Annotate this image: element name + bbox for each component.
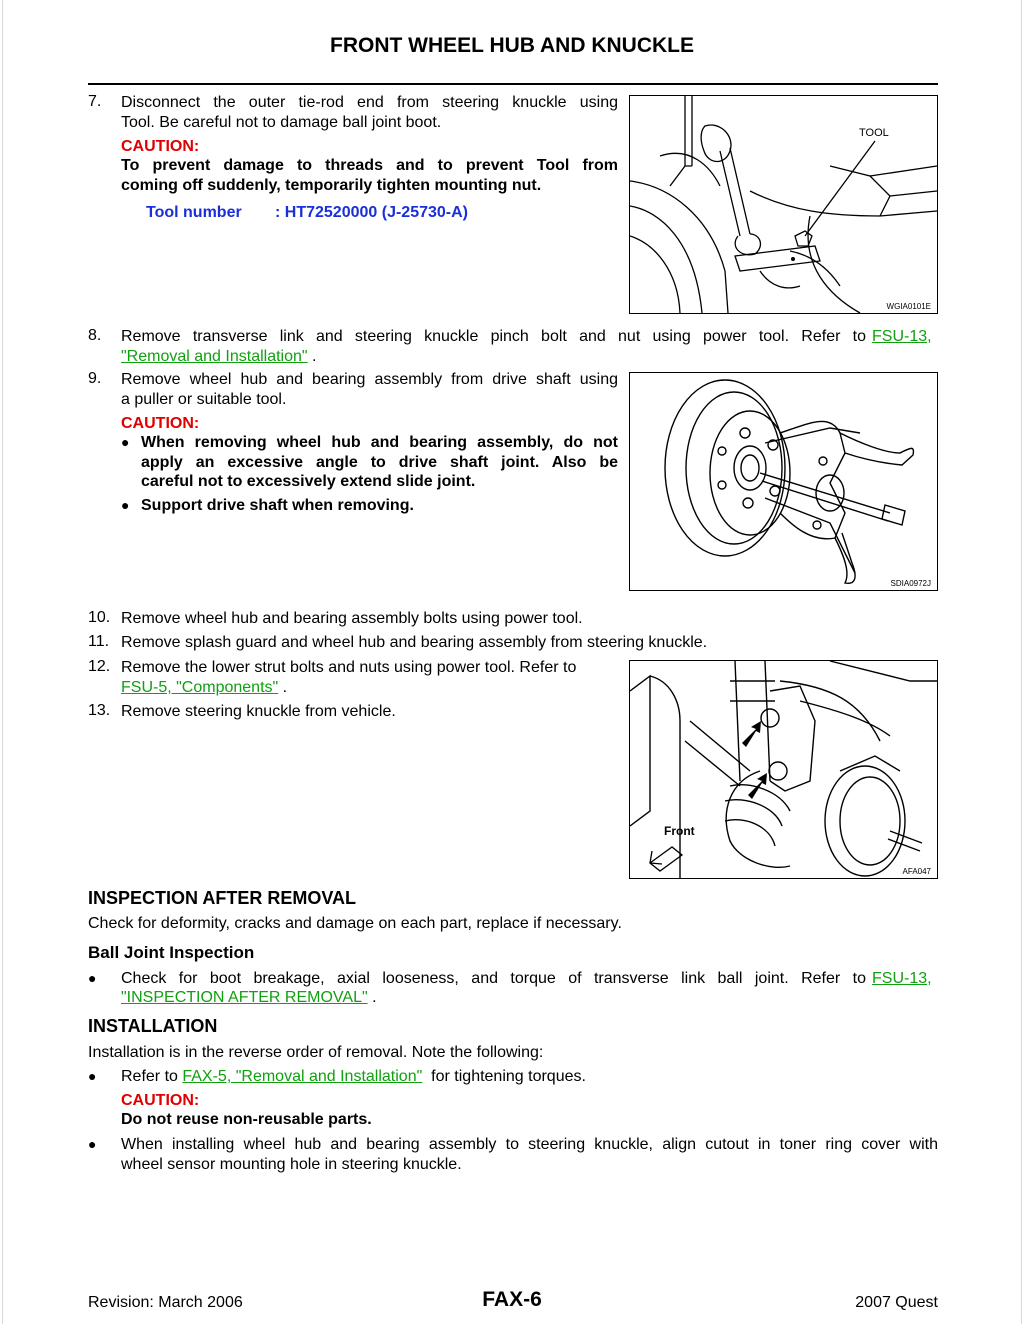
- upper-bolt: [761, 709, 779, 727]
- fig1-id: WGIA0101E: [886, 302, 931, 311]
- step-9-b1-line2: apply an excessive angle to drive shaft joint. Also be: [141, 454, 618, 471]
- fsu13-removal-link[interactable]: "Removal and Installation": [121, 348, 308, 365]
- inspection-bullet-line1: Check for boot breakage, axial looseness, and torque of transverse link ball joint. Refer to: [121, 970, 866, 987]
- step-12-number: 12.: [88, 658, 111, 675]
- installation-b1: [121, 1067, 586, 1087]
- step-9-number: 9.: [88, 370, 102, 387]
- fax5-removal-link[interactable]: FAX-5, "Removal and Installation": [182, 1068, 423, 1085]
- installation-text: Installation is in the reverse order of removal. Note the following:: [88, 1044, 544, 1061]
- figure-tie-rod-tool: [629, 95, 938, 314]
- installation-b2-line1: When installing wheel hub and bearing assembly to steering knuckle, align cutout in toner ring cover with: [121, 1136, 938, 1153]
- step-9-caution-label: CAUTION:: [121, 415, 200, 432]
- figure-strut-bolts: [629, 660, 938, 879]
- installation-bullet-2: ●: [88, 1136, 97, 1152]
- front-direction-arrow: [650, 847, 682, 871]
- step-7-caution-label: CAUTION:: [121, 138, 200, 155]
- step-7-line1: Disconnect the outer tie-rod end from steering knuckle using: [121, 94, 618, 111]
- tool-number-value: : HT72520000 (J-25730-A): [275, 204, 468, 221]
- footer-page-number: FAX-6: [482, 1288, 542, 1311]
- page-edge-right: [1021, 0, 1022, 1324]
- fig3-front-label: Front: [664, 824, 695, 838]
- strut-bolts-illustration: [630, 661, 937, 878]
- step-8-tail: .: [307, 348, 317, 365]
- page-edge-left: [2, 0, 3, 1324]
- step-11-text: Remove splash guard and wheel hub and bearing assembly from steering knuckle.: [121, 634, 708, 651]
- step-8-number: 8.: [88, 327, 102, 344]
- step-9-b2: Support drive shaft when removing.: [141, 497, 414, 514]
- step-8-line2: [121, 347, 316, 367]
- fsu13-inspection-link-part1[interactable]: FSU-13,: [872, 970, 932, 987]
- fsu5-components-link[interactable]: FSU-5, "Components": [121, 679, 279, 696]
- tool-pivot: [791, 257, 795, 261]
- tool-number-label: Tool number: [146, 204, 242, 221]
- upper-bolt-arrow: [742, 721, 761, 747]
- inspection-bullet-line2: [121, 988, 377, 1008]
- step-10-number: 10.: [88, 609, 111, 626]
- inspection-tail: .: [367, 989, 377, 1006]
- step-7-number: 7.: [88, 93, 102, 110]
- step-12-line1: Remove the lower strut bolts and nuts using power tool. Refer to: [121, 659, 577, 676]
- step-11-number: 11.: [88, 633, 110, 650]
- fsu13-inspection-link[interactable]: "INSPECTION AFTER REMOVAL": [121, 989, 368, 1006]
- installation-heading: INSTALLATION: [88, 1016, 218, 1036]
- title-rule: [88, 83, 938, 85]
- footer-model: 2007 Quest: [855, 1294, 938, 1311]
- fig3-id: AFA047: [902, 867, 931, 876]
- fsu13-link-part1[interactable]: FSU-13,: [872, 328, 932, 345]
- step-13-number: 13.: [88, 702, 111, 719]
- tie-rod-illustration: [630, 96, 937, 313]
- step-12-line2: [121, 678, 287, 698]
- step-10-text: Remove wheel hub and bearing assembly bolts using power tool.: [121, 610, 583, 627]
- page-title: FRONT WHEEL HUB AND KNUCKLE: [330, 34, 694, 57]
- step-9-b1-line3: careful not to excessively extend slide joint.: [141, 473, 476, 490]
- installation-b1-post: for tightening torques.: [422, 1068, 586, 1085]
- step-9-line1: Remove wheel hub and bearing assembly from drive shaft using: [121, 371, 618, 388]
- step-9-line2: a puller or suitable tool.: [121, 391, 287, 408]
- hub-puller-illustration: [630, 373, 937, 590]
- installation-b1-pre: Refer to: [121, 1068, 183, 1085]
- installation-b2-line2: wheel sensor mounting hole in steering knuckle.: [121, 1156, 462, 1173]
- step-7-caution-line1: To prevent damage to threads and to prevent Tool from: [121, 157, 618, 174]
- step-9-bullet-1: ●: [121, 434, 130, 450]
- ball-joint-heading: Ball Joint Inspection: [88, 943, 255, 962]
- fig2-id: SDIA0972J: [890, 579, 931, 588]
- step-8-line1: Remove transverse link and steering knuckle pinch bolt and nut using power tool. Refer to: [121, 328, 866, 345]
- inspection-text: Check for deformity, cracks and damage on each part, replace if necessary.: [88, 915, 622, 932]
- installation-bullet-1: ●: [88, 1068, 97, 1084]
- step-7-line2: Tool. Be careful not to damage ball joint boot.: [121, 114, 442, 131]
- installation-caution-text: Do not reuse non-reusable parts.: [121, 1111, 372, 1128]
- fig1-tool-label: TOOL: [859, 127, 889, 139]
- step-9-b1-line1: When removing wheel hub and bearing assembly, do not: [141, 434, 618, 451]
- installation-caution-label: CAUTION:: [121, 1092, 200, 1109]
- step-12-tail: .: [278, 679, 288, 696]
- figure-hub-puller: [629, 372, 938, 591]
- lower-bolt: [769, 762, 787, 780]
- inspection-bullet: ●: [88, 970, 97, 986]
- footer-revision: Revision: March 2006: [88, 1294, 243, 1311]
- inspection-heading: INSPECTION AFTER REMOVAL: [88, 888, 357, 908]
- step-9-bullet-2: ●: [121, 497, 130, 513]
- step-7-caution-line2: coming off suddenly, temporarily tighten mounting nut.: [121, 177, 542, 194]
- step-13-text: Remove steering knuckle from vehicle.: [121, 703, 396, 720]
